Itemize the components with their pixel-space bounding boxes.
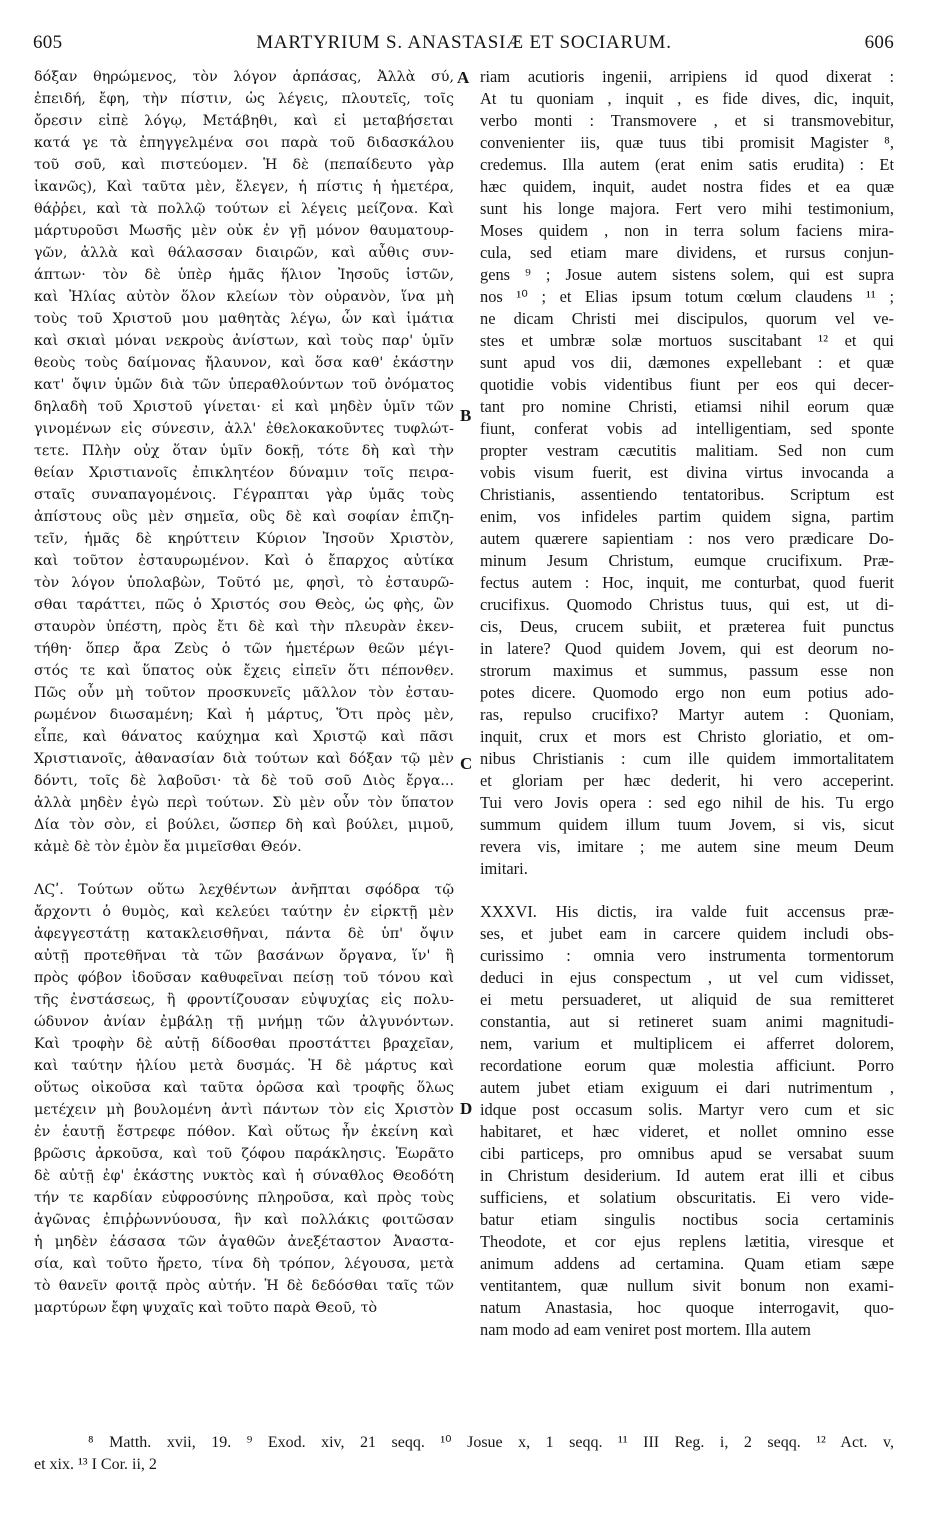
latin-text-line: summum quidem illum tuum Jovem, si vis, sicut <box>480 815 894 834</box>
margin-marker-b: B <box>460 406 472 425</box>
greek-text-line: καὶ Ἠλίας αὐτὸν ὅλον κλείων τὸν οὐρανὸν, ἵνα μὴ <box>34 289 454 305</box>
latin-text-line: autem quærere sapientiam : nos vero prædicare Do- <box>480 529 894 548</box>
greek-text-line: τήθη· ὅπερ ἄρα Ζεὺς ὁ τῶν ἡμετέρων θεῶν μέγι- <box>34 641 454 657</box>
greek-text-line: μάρτυροῦσι Μωσῆς μὲν οὐκ ἐν γῇ μόνον θαυματουρ- <box>34 223 454 239</box>
latin-text-line: revera vis, imitare ; me autem sine meum Deum <box>480 837 894 856</box>
greek-text-line: τῆς ἐνστάσεως, ἢ φροντίζουσαν εὐψυχίας εἰς πολυ- <box>34 992 454 1008</box>
latin-text-line: batur etiam singulis noctibus socia certaminis <box>480 1210 894 1229</box>
greek-text-line: ἀλλὰ μηδὲν ἐγὼ περὶ τούτων. Σὺ μὲν οὖν τὸν ὕπατον <box>34 795 454 811</box>
greek-text-line: σθαι ταράττει, πῶς ὁ Χριστός σου Θεὸς, ὡς φὴς, ὢν <box>34 597 454 613</box>
latin-text-line: habitaret, et hæc videret, et nollet omnino esse <box>480 1122 894 1141</box>
greek-text-line: τεῖν, ἡμᾶς δὲ κηρύττειν Κύριον Ἰησοῦν Χριστὸν, <box>34 531 454 547</box>
latin-text-line: cula, sed etiam mare dividens, et rursus conjun- <box>480 243 894 262</box>
greek-text-line: ἄρχοντι ὁ θυμὸς, καὶ κελεύει ταύτην ἐν εἱρκτῇ μὲν <box>34 904 454 920</box>
greek-text-line: καὶ ταύτην ἡλίου μετὰ δυσμάς. Ἡ δὲ μάρτυς καὶ <box>34 1058 454 1074</box>
latin-text-line: nem, varium et multiplicem ei afferret dolorem, <box>480 1034 894 1053</box>
running-title: MARTYRIUM S. ANASTASIÆ ET SOCIARUM. <box>256 32 672 53</box>
greek-text-line: καὶ σκιαὶ μόναι νεκροὺς ἀνίστων, καὶ τοὺς παρ' ὑμῖν <box>34 333 454 349</box>
latin-text-line: cis, Deus, crucem subiit, et præterea fuit punctus <box>480 617 894 636</box>
latin-text-line: sufficiens, et solatium obscuritatis. Ei vero vide- <box>480 1188 894 1207</box>
greek-text-line: τὸν λόγον ὑπολαβὼν, Τοῦτό με, φησὶ, τὸ ἐσταυρῶ- <box>34 575 454 591</box>
greek-text-line: στός τε καὶ ὕπατος οὐκ ἔχεις εἰπεῖν ὅτι πέπονθεν. <box>34 663 454 679</box>
latin-text-line: tant pro nomine Christi, etiamsi nihil eorum quæ <box>480 397 894 416</box>
footnote-line: ⁸ Matth. xvii, 19. ⁹ Exod. xiv, 21 seqq. ¹⁰ Josue x, 1 seqq. ¹¹ III Reg. i, 2 seqq. ¹² Act. v, <box>88 1434 894 1451</box>
greek-text-line: ἱκανῶς), Καὶ ταῦτα μὲν, ἔλεγεν, ἡ πίστις ἡ ἡμετέρα, <box>34 179 454 195</box>
latin-text-line: nam modo ad eam veniret post mortem. Illa autem <box>480 1320 811 1339</box>
greek-text-line: κατά γε τὰ ἐπηγγελμένα σοι παρὰ τοῦ διδασκάλου <box>34 135 454 151</box>
latin-text-line: verbo monti : Transmovere , et si transmovebitur, <box>480 111 894 130</box>
greek-text-line: ἐπειδή, ἔφη, τὴν πίστιν, ὡς λέγεις, πλουτεῖς, τοῖς <box>34 91 454 107</box>
latin-text-line: recordatione eorum quæ molestia afficiunt. Porro <box>480 1056 894 1075</box>
latin-text-line: Christianis, assentiendo tentatoribus. Scriptum est <box>480 485 894 504</box>
greek-text-line: πρὸς φόβον ἰδοῦσαν καθυφεῖναι πείσῃ τοῦ τόνου καὶ <box>34 970 454 986</box>
greek-text-line: τοῦ σοῦ, καὶ πιστεύομεν. Ἡ δὲ (πεπαίδευτο γὰρ <box>34 157 454 173</box>
latin-text-line: stes et umbræ solæ mortuos suscitabant ¹² et qui <box>480 331 894 350</box>
latin-text-line: natum Anastasia, hoc quoque interrogavit, quo- <box>480 1298 894 1317</box>
page-number-right: 606 <box>864 32 894 53</box>
latin-text-line: cibi particeps, pro omnibus apud se versabat suum <box>480 1144 894 1163</box>
latin-text-line: imitari. <box>480 859 528 878</box>
latin-text-line: nos ¹⁰ ; et Elias ipsum totum cœlum claudens ¹¹ ; <box>480 287 894 306</box>
greek-text-line: Δία τὸν σὸν, εἰ βούλει, ὥσπερ δὴ καὶ βούλει, μιμοῦ, <box>34 817 454 833</box>
latin-text-line: deduci in ejus conspectum , ut vel cum vidisset, <box>480 968 894 987</box>
greek-text-line: ρωμένον διωσαμένη; Καὶ ἡ μάρτυς, Ὅτι πρὸς μὲν, <box>34 707 454 723</box>
latin-text-line: ei metu persuaderet, ut aliquid de sua remitteret <box>480 990 894 1009</box>
greek-text-line: εἶπε, καὶ θάνατος καύχημα καὶ Χριστῷ καὶ πᾶσι <box>34 729 454 745</box>
greek-text-line: ἀγῶνας ἐπιῤῥωννύουσα, ἣν καὶ πολλάκις φοιτῶσαν <box>34 1212 454 1228</box>
latin-text-line: Tui vero Jovis opera : sed ego nihil de his. Tu ergo <box>480 793 894 812</box>
greek-text-line: άπτων· τὸν δὲ ὑπὲρ ἡμᾶς ἥλιον Ἰησοῦς ἱστῶν, <box>34 267 454 283</box>
page-number-left: 605 <box>33 32 63 53</box>
paragraph-gap <box>480 880 894 901</box>
latin-text-line: Theodote, et cor ejus replens lætitia, viresque et <box>480 1232 894 1251</box>
latin-text-line: ras, repulso crucifixo? Martyr autem : Quoniam, <box>480 705 894 724</box>
latin-text-line: curissimo : omnia vero instrumenta tormentorum <box>480 946 894 965</box>
latin-text-line: inquit, crux et mors est Christo gloriatio, et om- <box>480 727 894 746</box>
greek-text-line: θάῤῥει, καὶ τὰ πολλῷ τούτων εἰ λέγεις μείζονα. Καὶ <box>34 201 454 217</box>
margin-marker-c: C <box>460 754 473 773</box>
greek-text-line: ἐν ἑαυτῇ ἔστρεφε πόθον. Καὶ οὕτως ἦν ἐκείνη καὶ <box>34 1124 454 1140</box>
latin-text-line: credemus. Illa autem (erat enim satis erudita) : Et <box>480 155 894 174</box>
latin-text-line: fiunt, conferat vobis ad intelligentiam, sed sponte <box>480 419 894 438</box>
latin-text-line: ne dicam Christi mei discipulos, quorum vel ve- <box>480 309 894 328</box>
page-header <box>0 32 928 62</box>
greek-text-line: οὕτως οἰκοῦσα καὶ ταῦτα ὁρῶσα καὶ τροφῆς ὅλως <box>34 1080 454 1096</box>
latin-text-line: ventitantem, quæ nullum sivit bonum non exami- <box>480 1276 894 1295</box>
latin-text-line: strorum maximus et summus, passum esse non <box>480 661 894 680</box>
greek-text-line: θείαν Χριστιανοῖς ἐπικλητέον δύναμιν τοῖς πειρα- <box>34 465 454 481</box>
latin-text-line: autem jubet etiam exiguum ei dari nutrimentum , <box>480 1078 894 1097</box>
latin-text-line: constantia, aut si retineret suam animi magnitudi- <box>480 1012 894 1031</box>
footnote-line: et xix. ¹³ I Cor. ii, 2 <box>34 1456 157 1473</box>
greek-text-line: τοὺς τοῦ Χριστοῦ μου μαθητὰς λέγω, ὧν καὶ ἱμάτια <box>34 311 454 327</box>
greek-text-line: σταυρὸν ὑπέστη, πρὸς ἔτι δὲ καὶ τὴν πλευρὰν ἐκεν- <box>34 619 454 635</box>
latin-text-line: crucifixus. Quomodo Christus tuus, qui est, ut di- <box>480 595 894 614</box>
greek-text-line: ΛϚʹ. Τούτων οὕτω λεχθέντων ἀνῆπται σφόδρα τῷ <box>34 882 454 898</box>
greek-text-line: σταῖς συναπαγομένοις. Γέγραπται γὰρ ὑμᾶς τοὺς <box>34 487 454 503</box>
latin-text-line: vobis visum fuerit, est divina virtus invocanda a <box>480 463 894 482</box>
latin-text-line: in latere? Quod quidem Jovem, qui est deorum no- <box>480 639 894 658</box>
greek-text-line: δηλαδὴ τοῦ Χριστοῦ γίνεται· εἰ καὶ μηδὲν ὑμῖν τῶν <box>34 399 454 415</box>
greek-text-line: γινομένων εἰς σύνεσιν, ἀλλ' ἐθελοκακοῦντες τυφλώτ- <box>34 421 454 437</box>
latin-text-line: quotidie vobis videntibus fiunt per eos qui decer- <box>480 375 894 394</box>
greek-text-line: Χριστιανοῖς, ἀθανασίαν διὰ τούτων καὶ δόξαν τῷ μὲν <box>34 751 454 767</box>
greek-text-line: Πῶς οὖν μὴ τοῦτον προσκυνεῖς μᾶλλον τὸν ἐσταυ- <box>34 685 454 701</box>
greek-text-line: βρῶσις ἀρκοῦσα, καὶ τοῦ ζόφου παράκλησις. Ἑωρᾶτο <box>34 1146 454 1162</box>
margin-marker-a: A <box>457 68 470 87</box>
greek-text-line: μετέχειν μὴ βουλομένη ἀντὶ πάντων τὸν εἰς Χριστὸν <box>34 1102 454 1118</box>
latin-text-line: idque post occasum solis. Martyr vero cum et sic <box>480 1100 894 1119</box>
greek-text-line: ἀπίστους οὓς μὲν σημεῖα, οὓς δὲ καὶ σοφίαν ἐπιζη- <box>34 509 454 525</box>
latin-text-line: sunt apud vos dii, dæmones expellebant : et quæ <box>480 353 894 372</box>
latin-text-line: fectus autem : Hoc, inquit, me conturbat, quod fuerit <box>480 573 894 592</box>
greek-text-line: ἀφεγγεστάτῃ κατακλεισθῆναι, πάντα δὲ ὑπ' ὄψιν <box>34 926 454 942</box>
greek-text-line: δόντι, τοῖς δὲ λαβοῦσι· τὰ δὲ τοῦ σοῦ Διὸς ἔργα... <box>34 773 454 789</box>
latin-text-line: propter vestram cæcutitis malitiam. Sed non cum <box>480 441 894 460</box>
greek-text-line: θεοὺς τοὺς δαίμονας ἤλαυνον, καὶ ὅσα καθ' ἑκάστην <box>34 355 454 371</box>
margin-marker-d: D <box>460 1099 473 1118</box>
greek-text-line: κατ' ὄψιν ὑμῶν διὰ τῶν ὑπεραθλούντων τοῦ ὀνόματος <box>34 377 454 393</box>
greek-text-line: ἡ μηδὲν ἐάσασα τῶν ἀγαθῶν ἀνεξέταστον Ἀναστα- <box>34 1234 454 1250</box>
paragraph-gap <box>34 858 454 879</box>
footnotes <box>34 1432 894 1476</box>
greek-text-line: ὄρεσιν εἰπὲ λόγῳ, Μετάβηθι, καὶ εἰ μεταβήσεται <box>34 113 454 129</box>
latin-text-line: animum addens ad certamina. Quam etiam sæpe <box>480 1254 894 1273</box>
latin-text-line: At tu quoniam , inquit , es fide dives, dic, inquit, <box>480 89 894 108</box>
latin-text-line: nibus Christianis : cum ille quidem immortalitatem <box>480 749 894 768</box>
latin-text-line: ses, et jubet eam in carcere quidem includi obs- <box>480 924 894 943</box>
latin-text-line: et gloriam per hæc dederit, hi vero acceperint. <box>480 771 894 790</box>
greek-text-line: κἀμὲ δὲ τὸν ἐμὸν ἔα μιμεῖσθαι Θεόν. <box>34 839 302 855</box>
greek-text-line: σία, καὶ τοῦτο ἤρετο, τίνα δὴ τρόπον, λέγουσα, μετὰ <box>34 1256 454 1272</box>
greek-text-line: δὲ αὐτῇ ἐφ' ἑκάστης νυκτὸς καὶ ἡ σύναθλος Θεοδότη <box>34 1168 454 1184</box>
greek-text-line: τετε. Πλὴν οὐχ ὅταν ὑμῖν δοκῇ, τότε δὴ καὶ τὴν <box>34 443 454 459</box>
greek-text-line: καὶ τοῦτον ἐσταυρωμένον. Καὶ ὁ ἔπαρχος αὐτίκα <box>34 553 454 569</box>
latin-text-line: in Christum desiderium. Id autem erat illi et cibus <box>480 1166 894 1185</box>
latin-text-line: gens ⁹ ; Josue autem sistens solem, qui est supra <box>480 265 894 284</box>
latin-text-line: potes dicere. Quomodo ergo non eum potius ado- <box>480 683 894 702</box>
latin-column <box>480 66 894 1341</box>
greek-text-line: τήν τε καρδίαν εὐφροσύνης πληροῦσα, καὶ πρὸς τοὺς <box>34 1190 454 1206</box>
greek-text-line: μαρτύρων ἔφη ψυχαῖς καὶ τοῦτο παρὰ Θεοῦ, τὸ <box>34 1300 378 1316</box>
latin-text-line: convenienter iis, quæ tuus tibi promisit Magister ⁸, <box>480 133 894 152</box>
latin-text-line: Moses quidem , non in terra solum faciens mira- <box>480 221 894 240</box>
greek-text-line: Καὶ τροφὴν δὲ αὐτῇ δίδοσθαι προστάττει βραχεῖαν, <box>34 1036 454 1052</box>
greek-text-line: ώδυνον ἀνίαν ἐμβάλῃ τῇ μνήμῃ τῶν ἀλγυνόντων. <box>34 1014 454 1030</box>
latin-text-line: XXXVI. His dictis, ira valde fuit accensus præ- <box>480 902 894 921</box>
latin-text-line: enim, vos infideles partim quidem signa, partim <box>480 507 894 526</box>
latin-text-line: minum Jesum Christum, eumque crucifixum. Præ- <box>480 551 894 570</box>
greek-text-line: τὸ θανεῖν φοιτᾷ πρὸς αὐτήν. Ἡ δὲ δεδόσθαι ταῖς τῶν <box>34 1278 454 1294</box>
latin-text-line: riam acutioris ingenii, arripiens id quod dixerat : <box>480 67 894 86</box>
greek-column <box>34 66 454 1319</box>
latin-text-line: sunt his longe majora. Fert vero mihi testimonium, <box>480 199 894 218</box>
greek-text-line: γῶν, ἀλλὰ καὶ θάλασσαν διαιρῶν, καὶ αὖθις συν- <box>34 245 454 261</box>
greek-text-line: δόξαν θηρώμενος, τὸν λόγον ἁρπάσας, Ἀλλὰ σύ, <box>34 69 454 85</box>
latin-text-line: hæc quidem, inquit, audet nostra fides et ea quæ <box>480 177 894 196</box>
greek-text-line: αὐτῇ προτεθῆναι τὰ τῶν βασάνων ὄργανα, ἵν' ἢ <box>34 948 454 964</box>
